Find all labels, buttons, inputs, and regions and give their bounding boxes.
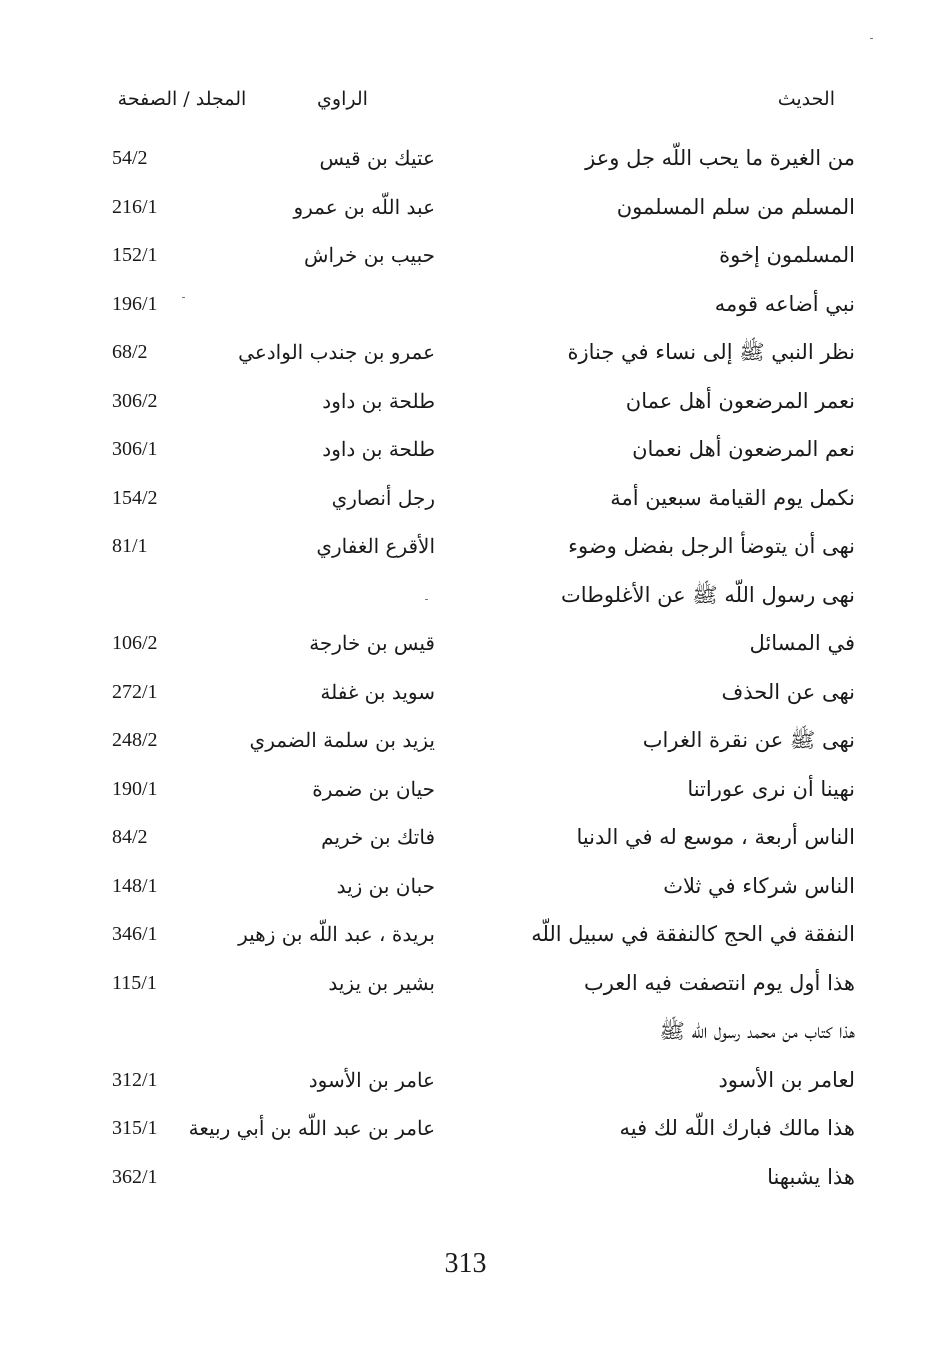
- narrator-name: بشير بن يزيد: [328, 970, 435, 995]
- narrator-name: عتيك بن قيس: [319, 146, 435, 170]
- column-header-reference: المجلد / الصفحة: [117, 88, 247, 110]
- volume-page-reference: 306/1: [112, 438, 158, 460]
- volume-page-reference: 154/2: [112, 486, 158, 509]
- hadith-text: هذا مالك فبارك اللّه لك فيه: [619, 1116, 855, 1140]
- table-row: [0, 377, 931, 426]
- narrator-name: حيان بن ضمرة: [312, 776, 435, 801]
- hadith-text: هذا كتاب من محمد رسول اللّه ﷺ: [659, 1019, 855, 1043]
- hadith-text: في المسائل: [749, 631, 855, 655]
- column-header-hadith: الحديث: [777, 88, 835, 110]
- table-row: [0, 910, 931, 959]
- hadith-text: نهى ﷺ عن نقرة الغراب: [642, 728, 855, 752]
- volume-page-reference: 196/1: [112, 292, 158, 315]
- hadith-text: نكمل يوم القيامة سبعين أمة: [610, 485, 855, 510]
- volume-page-reference: 148/1: [112, 874, 158, 897]
- table-row: [0, 231, 931, 280]
- hadith-text: نهى رسول اللّه ﷺ عن الأغلوطات: [560, 582, 855, 607]
- hadith-text: من الغيرة ما يحب اللّه جل وعز: [585, 146, 855, 170]
- hadith-text: لعامر بن الأسود: [718, 1067, 855, 1092]
- hadith-text: نعمر المرضعون أهل عمان: [625, 388, 855, 413]
- narrator-name: عامر بن عبد اللّه بن أبي ربيعة: [188, 1116, 435, 1140]
- volume-page-reference: 362/1: [112, 1165, 158, 1188]
- volume-page-reference: 84/2: [112, 826, 148, 848]
- volume-page-reference: 248/2: [112, 729, 158, 751]
- column-header-narrator: الراوي: [317, 88, 368, 110]
- table-row: [0, 813, 931, 862]
- hadith-index-table: [0, 134, 931, 1201]
- narrator-name: طلحة بن داود: [322, 437, 435, 461]
- table-row: [0, 1104, 931, 1153]
- volume-page-reference: 216/1: [112, 195, 158, 218]
- table-row: [0, 134, 931, 183]
- table-row: [0, 959, 931, 1008]
- table-row: [0, 280, 931, 329]
- table-row: [0, 1056, 931, 1105]
- narrator-name: رجل أنصاري: [331, 485, 435, 510]
- volume-page-reference: 152/1: [112, 244, 158, 266]
- volume-page-reference: 306/2: [112, 389, 158, 412]
- hadith-text: الناس شركاء في ثلاث: [663, 873, 855, 898]
- hadith-text: نهينا أن نرى عوراتنا: [687, 776, 855, 801]
- volume-page-reference: 68/2: [112, 341, 148, 363]
- hadith-text: هذا يشبهنا: [767, 1164, 855, 1189]
- table-row: [0, 1007, 931, 1056]
- hadith-text: المسلمون إخوة: [719, 243, 855, 267]
- narrator-name: عمرو بن جندب الوادعي: [238, 340, 435, 364]
- narrator-name: قيس بن خارجة: [309, 631, 435, 655]
- volume-page-reference: 346/1: [112, 923, 158, 945]
- table-row: [0, 522, 931, 571]
- narrator-name: عبد اللّه بن عمرو: [293, 194, 435, 219]
- table-row: [0, 474, 931, 523]
- volume-page-reference: 54/2: [112, 147, 148, 169]
- scan-speck: [870, 38, 873, 39]
- narrator-name: بريدة ، عبد اللّه بن زهير: [238, 922, 435, 946]
- hadith-text: نهى عن الحذف: [721, 679, 855, 704]
- hadith-text: المسلم من سلم المسلمون: [616, 194, 855, 219]
- narrator-name: فاتك بن خريم: [321, 825, 435, 849]
- hadith-text: نظر النبي ﷺ إلى نساء في جنازة: [567, 340, 855, 364]
- volume-page-reference: 272/1: [112, 680, 158, 703]
- volume-page-reference: 190/1: [112, 777, 158, 800]
- volume-page-reference: 106/2: [112, 632, 158, 654]
- narrator-name: طلحة بن داود: [322, 388, 435, 413]
- volume-page-reference: 81/1: [112, 535, 148, 557]
- table-row: [0, 765, 931, 814]
- narrator-name: يزيد بن سلمة الضمري: [249, 728, 435, 752]
- table-row: [0, 668, 931, 717]
- narrator-name: الأقرع الغفاري: [316, 534, 435, 558]
- table-row: [0, 862, 931, 911]
- volume-page-reference: 315/1: [112, 1117, 158, 1139]
- narrator-name: سويد بن غفلة: [320, 679, 435, 704]
- hadith-text: الناس أربعة ، موسع له في الدنيا: [576, 825, 855, 849]
- hadith-text: نهى أن يتوضأ الرجل بفضل وضوء: [568, 534, 855, 558]
- hadith-text: هذا أول يوم انتصفت فيه العرب: [583, 970, 855, 995]
- table-row: [0, 1153, 931, 1202]
- narrator-name: عامر بن الأسود: [308, 1067, 435, 1092]
- hadith-text: نعم المرضعون أهل نعمان: [632, 437, 855, 461]
- volume-page-reference: 115/1: [112, 971, 157, 994]
- table-row: [0, 328, 931, 377]
- page-number: 313: [444, 1248, 487, 1279]
- table-row: [0, 571, 931, 620]
- narrator-name: حبان بن زيد: [336, 873, 435, 898]
- table-row: [0, 716, 931, 765]
- table-row: [0, 425, 931, 474]
- table-row: [0, 619, 931, 668]
- table-row: [0, 183, 931, 232]
- hadith-text: النفقة في الحج كالنفقة في سبيل اللّه: [531, 922, 855, 946]
- volume-page-reference: 312/1: [112, 1068, 158, 1091]
- hadith-text: نبي أضاعه قومه: [714, 291, 855, 316]
- narrator-name: حبيب بن خراش: [304, 243, 435, 267]
